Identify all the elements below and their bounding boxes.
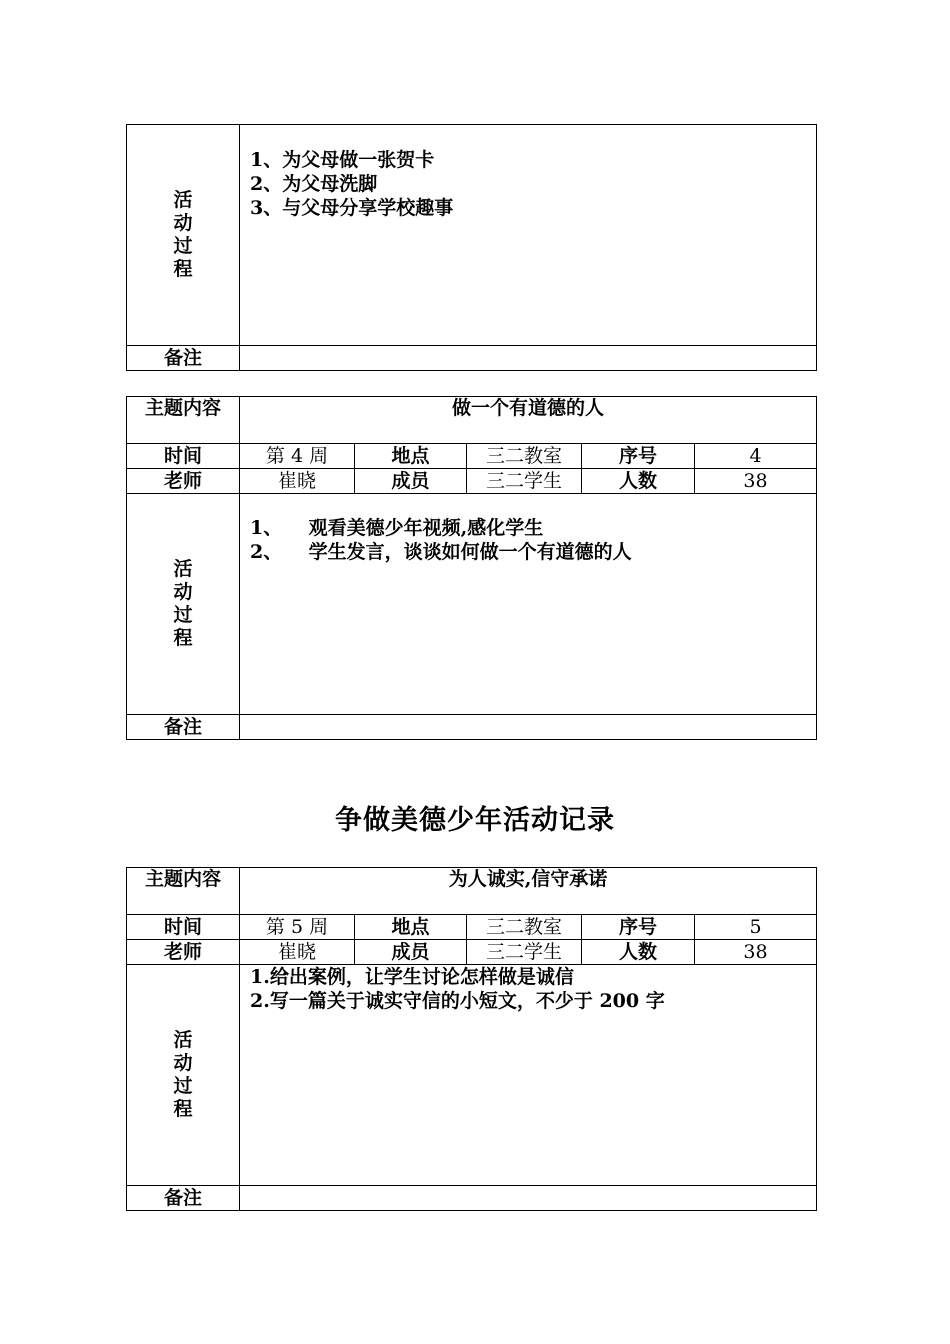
remark-label: 备注: [127, 346, 240, 371]
page-title: 争做美德少年活动记录: [335, 805, 615, 836]
seq-value: 4: [695, 444, 817, 469]
topic-label: 主题内容: [127, 397, 240, 444]
topic-label: 主题内容: [127, 868, 240, 915]
process-content: [240, 965, 817, 1186]
remark-value: [240, 1186, 817, 1211]
process-line: 3、与父母分享学校趣事: [250, 197, 454, 219]
time-value: 第 5 周: [240, 915, 355, 940]
members-value: 三二学生: [467, 469, 582, 494]
seq-label: 序号: [582, 444, 695, 469]
seq-value: 5: [695, 915, 817, 940]
remark-label: 备注: [127, 1186, 240, 1211]
process-content: [240, 125, 817, 346]
count-value: 38: [695, 469, 817, 494]
remark-value: [240, 715, 817, 740]
members-label: 成员: [355, 469, 467, 494]
teacher-value: 崔晓: [240, 469, 355, 494]
members-value: 三二学生: [467, 940, 582, 965]
record-table-2: [126, 396, 817, 740]
count-label: 人数: [582, 469, 695, 494]
remark-label: 备注: [127, 715, 240, 740]
record-table-3: [126, 867, 817, 1211]
members-label: 成员: [355, 940, 467, 965]
process-line: 2.写一篇关于诚实守信的小短文，不少于 200 字: [250, 990, 665, 1012]
process-line: 1.给出案例，让学生讨论怎样做是诚信: [250, 966, 574, 988]
process-line: 1、为父母做一张贺卡: [250, 149, 435, 171]
process-content: [240, 494, 817, 715]
process-line: 1、 观看美德少年视频,感化学生: [250, 517, 544, 539]
teacher-value: 崔晓: [240, 940, 355, 965]
process-line: 2、 学生发言，谈谈如何做一个有道德的人: [250, 541, 632, 563]
record-table-1: [126, 124, 817, 371]
process-line: 2、为父母洗脚: [250, 173, 378, 195]
remark-value: [240, 346, 817, 371]
teacher-label: 老师: [127, 469, 240, 494]
process-label: 活动过程: [127, 965, 240, 1186]
time-label: 时间: [127, 444, 240, 469]
place-value: 三二教室: [467, 444, 582, 469]
time-value: 第 4 周: [240, 444, 355, 469]
place-value: 三二教室: [467, 915, 582, 940]
topic-value: 为人诚实,信守承诺: [240, 868, 817, 915]
teacher-label: 老师: [127, 940, 240, 965]
count-label: 人数: [582, 940, 695, 965]
time-label: 时间: [127, 915, 240, 940]
count-value: 38: [695, 940, 817, 965]
topic-value: 做一个有道德的人: [240, 397, 817, 444]
process-label: 活动过程: [127, 494, 240, 715]
process-label: 活动过程: [127, 125, 240, 346]
place-label: 地点: [355, 915, 467, 940]
place-label: 地点: [355, 444, 467, 469]
seq-label: 序号: [582, 915, 695, 940]
